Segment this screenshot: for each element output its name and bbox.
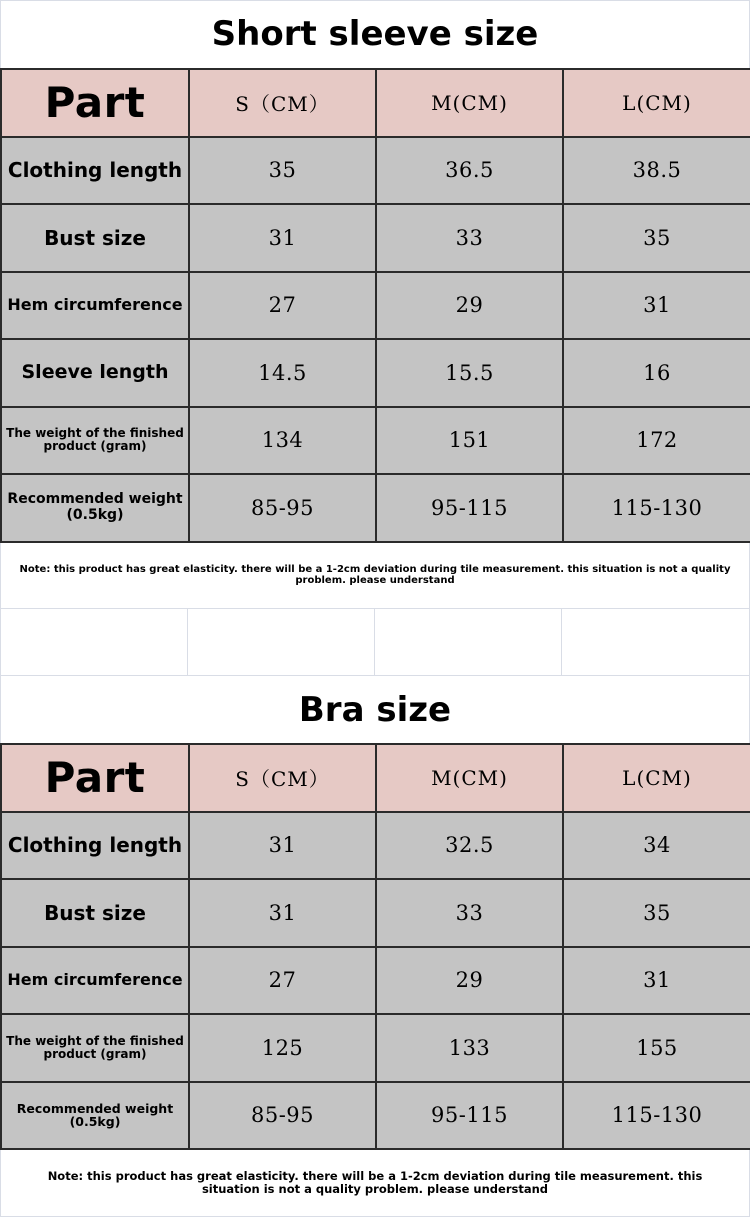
value-m: 29 bbox=[376, 272, 563, 340]
size-l-header: L(CM) bbox=[563, 69, 750, 137]
value-s: 35 bbox=[189, 137, 376, 205]
row-label: Clothing length bbox=[1, 137, 189, 205]
table-row bbox=[1, 947, 750, 1015]
size-m-header: M(CM) bbox=[376, 69, 563, 137]
value-l: 115-130 bbox=[563, 474, 750, 542]
value-s: 14.5 bbox=[189, 339, 376, 407]
value-l: 115-130 bbox=[563, 1082, 750, 1150]
bra-note: Note: this product has great elasticity. there will be a 1-2cm deviation during tile measurement. this situation is not a quality problem. please understand bbox=[47, 1169, 703, 1196]
table-row bbox=[1, 1014, 750, 1082]
value-s: 27 bbox=[189, 272, 376, 340]
value-l: 31 bbox=[563, 947, 750, 1015]
table-row bbox=[1, 339, 750, 407]
empty-cell bbox=[188, 609, 375, 675]
empty-cell bbox=[375, 609, 562, 675]
size-m-header: M(CM) bbox=[376, 744, 563, 812]
value-l: 155 bbox=[563, 1014, 750, 1082]
value-m: 36.5 bbox=[376, 137, 563, 205]
row-label: Recommended weight (0.5kg) bbox=[1, 1082, 189, 1150]
value-l: 31 bbox=[563, 272, 750, 340]
table-row bbox=[1, 474, 750, 542]
value-m: 133 bbox=[376, 1014, 563, 1082]
value-s: 31 bbox=[189, 879, 376, 947]
value-m: 33 bbox=[376, 879, 563, 947]
row-label: The weight of the finished product (gram) bbox=[1, 1014, 189, 1082]
table-row bbox=[1, 407, 750, 475]
empty-spacer-row bbox=[0, 608, 750, 676]
short-sleeve-note: Note: this product has great elasticity. there will be a 1-2cm deviation during tile measurement. this situation is not a quality problem. please understand bbox=[19, 563, 731, 586]
value-s: 134 bbox=[189, 407, 376, 475]
part-header: Part bbox=[1, 744, 189, 812]
bra-title: Bra size bbox=[298, 689, 452, 730]
size-s-header: S（CM） bbox=[189, 69, 376, 137]
table-row bbox=[1, 204, 750, 272]
value-m: 33 bbox=[376, 204, 563, 272]
table-row bbox=[1, 812, 750, 880]
value-l: 35 bbox=[563, 204, 750, 272]
value-m: 95-115 bbox=[376, 1082, 563, 1150]
value-s: 85-95 bbox=[189, 474, 376, 542]
row-label: Clothing length bbox=[1, 812, 189, 880]
row-label: Sleeve length bbox=[1, 339, 189, 407]
value-s: 125 bbox=[189, 1014, 376, 1082]
table-row bbox=[1, 272, 750, 340]
table-row bbox=[1, 137, 750, 205]
value-l: 34 bbox=[563, 812, 750, 880]
row-label: The weight of the finished product (gram) bbox=[1, 407, 189, 475]
value-s: 31 bbox=[189, 812, 376, 880]
value-s: 31 bbox=[189, 204, 376, 272]
row-label: Bust size bbox=[1, 879, 189, 947]
value-m: 151 bbox=[376, 407, 563, 475]
value-m: 15.5 bbox=[376, 339, 563, 407]
row-label: Bust size bbox=[1, 204, 189, 272]
value-s: 27 bbox=[189, 947, 376, 1015]
bra-size-table bbox=[0, 743, 750, 1150]
size-s-header: S（CM） bbox=[189, 744, 376, 812]
short-sleeve-title: Short sleeve size bbox=[211, 14, 539, 54]
part-header: Part bbox=[1, 69, 189, 137]
value-s: 85-95 bbox=[189, 1082, 376, 1150]
table-header-row bbox=[1, 744, 750, 812]
value-l: 35 bbox=[563, 879, 750, 947]
row-label: Hem circumference bbox=[1, 947, 189, 1015]
value-m: 95-115 bbox=[376, 474, 563, 542]
value-m: 29 bbox=[376, 947, 563, 1015]
row-label: Recommended weight (0.5kg) bbox=[1, 474, 189, 542]
table-row bbox=[1, 879, 750, 947]
value-l: 38.5 bbox=[563, 137, 750, 205]
table-header-row bbox=[1, 69, 750, 137]
size-l-header: L(CM) bbox=[563, 744, 750, 812]
value-l: 16 bbox=[563, 339, 750, 407]
value-m: 32.5 bbox=[376, 812, 563, 880]
short-sleeve-size-table bbox=[0, 68, 750, 543]
value-l: 172 bbox=[563, 407, 750, 475]
empty-cell bbox=[562, 609, 750, 675]
empty-cell bbox=[0, 609, 188, 675]
table-row bbox=[1, 1082, 750, 1150]
row-label: Hem circumference bbox=[1, 272, 189, 340]
